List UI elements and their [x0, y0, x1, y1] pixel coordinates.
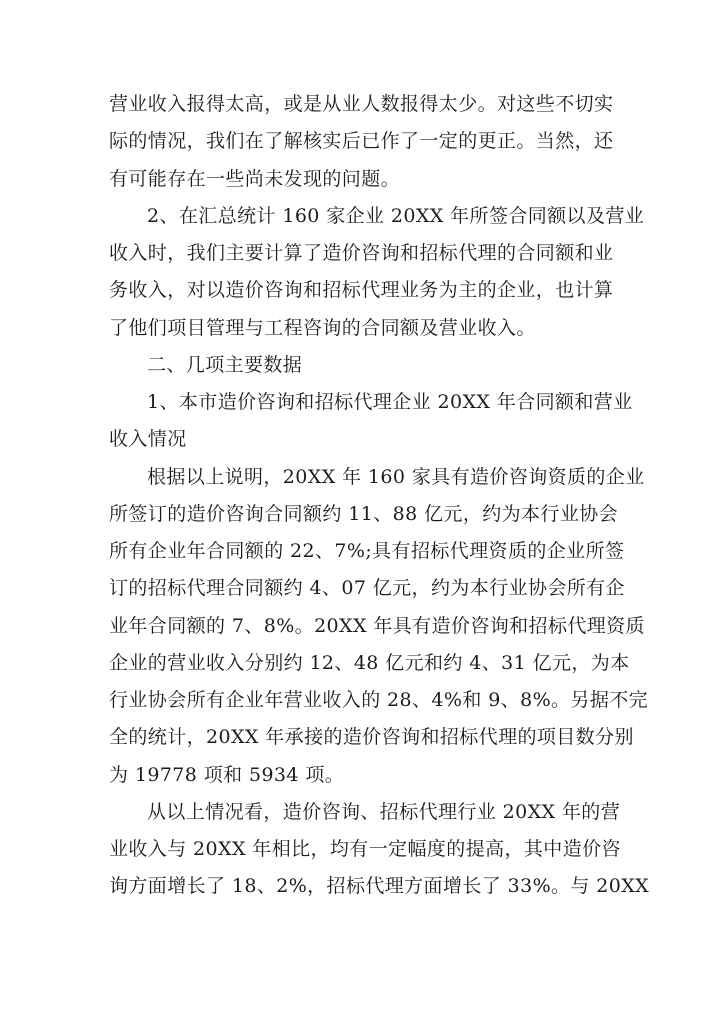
text-line: 企业的营业收入分别约 12、48 亿元和约 4、31 亿元，为本	[109, 651, 630, 674]
text-line: 行业协会所有企业年营业收入的 28、4%和 9、8%。另据不完	[109, 689, 649, 711]
text-line: 根据以上说明，20XX 年 160 家具有造价咨询资质的企业	[147, 465, 645, 488]
text-line: 业收入与 20XX 年相比，均有一定幅度的提高，其中造价咨	[109, 838, 621, 860]
text-line: 务收入，对以造价咨询和招标代理业务为主的企业，也计算	[109, 279, 614, 302]
text-line: 有可能存在一些尚未发现的问题。	[109, 167, 401, 190]
text-line: 际的情况，我们在了解核实后已作了一定的更正。当然，还	[109, 130, 614, 153]
text-line: 为 19778 项和 5934 项。	[109, 763, 345, 786]
text-line: 收入时，我们主要计算了造价咨询和招标代理的合同额和业	[109, 242, 614, 264]
text-line: 所签订的造价咨询合同额约 11、88 亿元，约为本行业协会	[109, 502, 619, 525]
text-line: 2、在汇总统计 160 家企业 20XX 年所签合同额以及营业	[147, 204, 645, 227]
text-line: 全的统计，20XX 年承接的造价咨询和招标代理的项目数分别	[109, 726, 634, 749]
text-line: 订的招标代理合同额约 4、07 亿元，约为本行业协会所有企	[109, 577, 625, 600]
text-line: 1、本市造价咨询和招标代理企业 20XX 年合同额和营业	[147, 391, 633, 413]
text-line: 从以上情况看，造价咨询、招标代理行业 20XX 年的营	[147, 800, 621, 823]
text-line: 业年合同额的 7、8%。20XX 年具有造价咨询和招标代理资质	[109, 614, 645, 637]
document-body	[109, 86, 650, 906]
text-line: 了他们项目管理与工程咨询的合同额及营业收入。	[109, 316, 536, 339]
text-line: 营业收入报得太高，或是从业人数报得太少。对这些不切实	[109, 93, 614, 115]
text-line: 所有企业年合同额的 22、7%;具有招标代理资质的企业所签	[109, 540, 625, 562]
text-line: 二、几项主要数据	[147, 353, 303, 376]
text-line: 收入情况	[109, 428, 187, 451]
text-line: 询方面增长了 18、2%，招标代理方面增长了 33%。与 20XX	[109, 875, 650, 898]
